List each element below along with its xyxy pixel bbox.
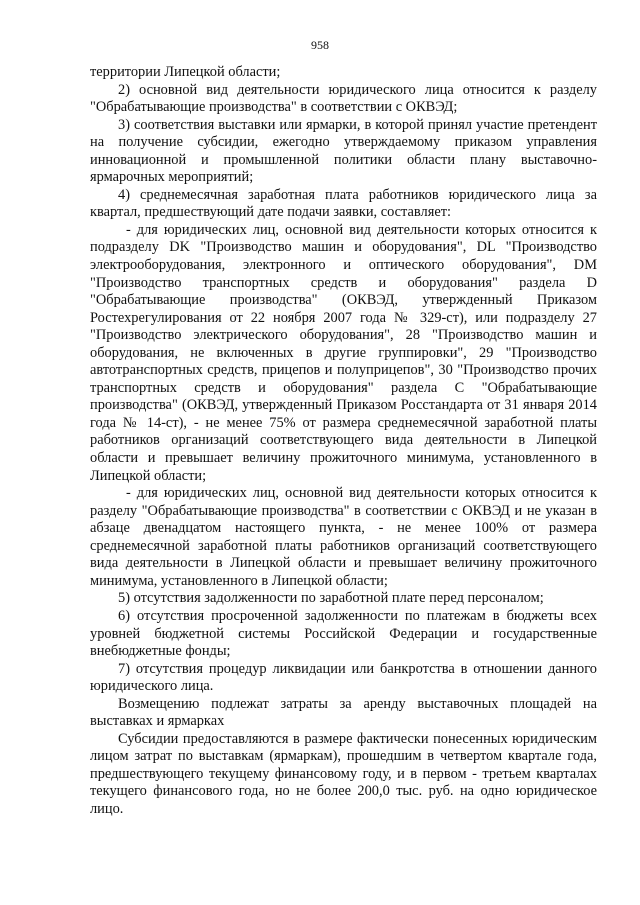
paragraph-item-7: 7) отсутствия процедур ликвидации или банкротства в отношении данного юридического лица. <box>90 660 597 695</box>
page-number: 958 <box>311 38 329 52</box>
paragraph-reimbursement: Возмещению подлежат затраты за аренду выставочных площадей на выставках и ярмарках <box>90 695 597 730</box>
paragraph-item-5: 5) отсутствия задолженности по заработной плате перед персоналом; <box>118 590 544 607</box>
paragraph-item-2: 2) основной вид деятельности юридического лица относится к разделу "Обрабатывающие производства" в соответствии с ОКВЭД; <box>90 81 597 116</box>
paragraph-item-4: 4) среднемесячная заработная плата работников юридического лица за квартал, предшествующий дате подачи заявки, составляет: <box>90 186 597 221</box>
paragraph-continuation: территории Липецкой области; <box>90 64 281 80</box>
document-body <box>90 64 597 819</box>
paragraph-item-3: 3) соответствия выставки или ярмарки, в которой принял участие претендент на получение субсидии, ежегодно утверждаемому приказом управления инновационной и промышленной политики области плану выставочно-ярмарочных мероприятий; <box>90 116 597 186</box>
paragraph-item-6: 6) отсутствия просроченной задолженности по платежам в бюджеты всех уровней бюджетной системы Российской Федерации и государственные внебюджетные фонды; <box>90 607 597 660</box>
paragraph-subsidy-amount: Субсидии предоставляются в размере фактически понесенных юридическим лицом затрат по выставкам (ярмаркам), прошедшим в четвертом квартале года, предшествующего текущему финансовому году, и в первом - третьем кварталах текущего финансового года, но не более 200,0 тыс. руб. на одно юридическое лицо. <box>90 730 597 817</box>
paragraph-dash-manufacturing: - для юридических лиц, основной вид деятельности которых относится к разделу "Обрабатывающие производства" в соответствии с ОКВЭД и не указан в абзаце двенадцатом настоящего пункта, - не менее 100% от размера среднемесячной заработной платы работников организаций соответствующего вида деятельности в Липецкой области и превышает величину прожиточного минимума, установленного в Липецкой области; <box>90 485 597 589</box>
paragraph-dash-machinery: - для юридических лиц, основной вид деятельности которых относится к подразделу DK "Производство машин и оборудования", DL "Производство электрооборудования, электронного и оптического оборудования", DM "Производство транспортных средств и оборудования" раздела D "Обрабатывающие производства" (ОКВЭД, утвержденный Приказом Ростехрегулирования от 22 ноября 2007 года № 329-ст), или подразделу 27 "Производство электрического оборудования", 28 "Производство машин и оборудования, не включенных в другие группировки", 29 "Производство автотранспортных средств, прицепов и полуприцепов", 30 "Производство прочих транспортных средств и оборудования" раздела C "Обрабатывающие производства" (ОКВЭД, утвержденный Приказом Росстандарта от 31 января 2014 года № 14-ст), - не менее 75% от размера среднемесячной заработной платы работников организаций соответствующего вида деятельности в Липецкой области и превышает величину прожиточного минимума, установленного в Липецкой области; <box>90 221 597 484</box>
